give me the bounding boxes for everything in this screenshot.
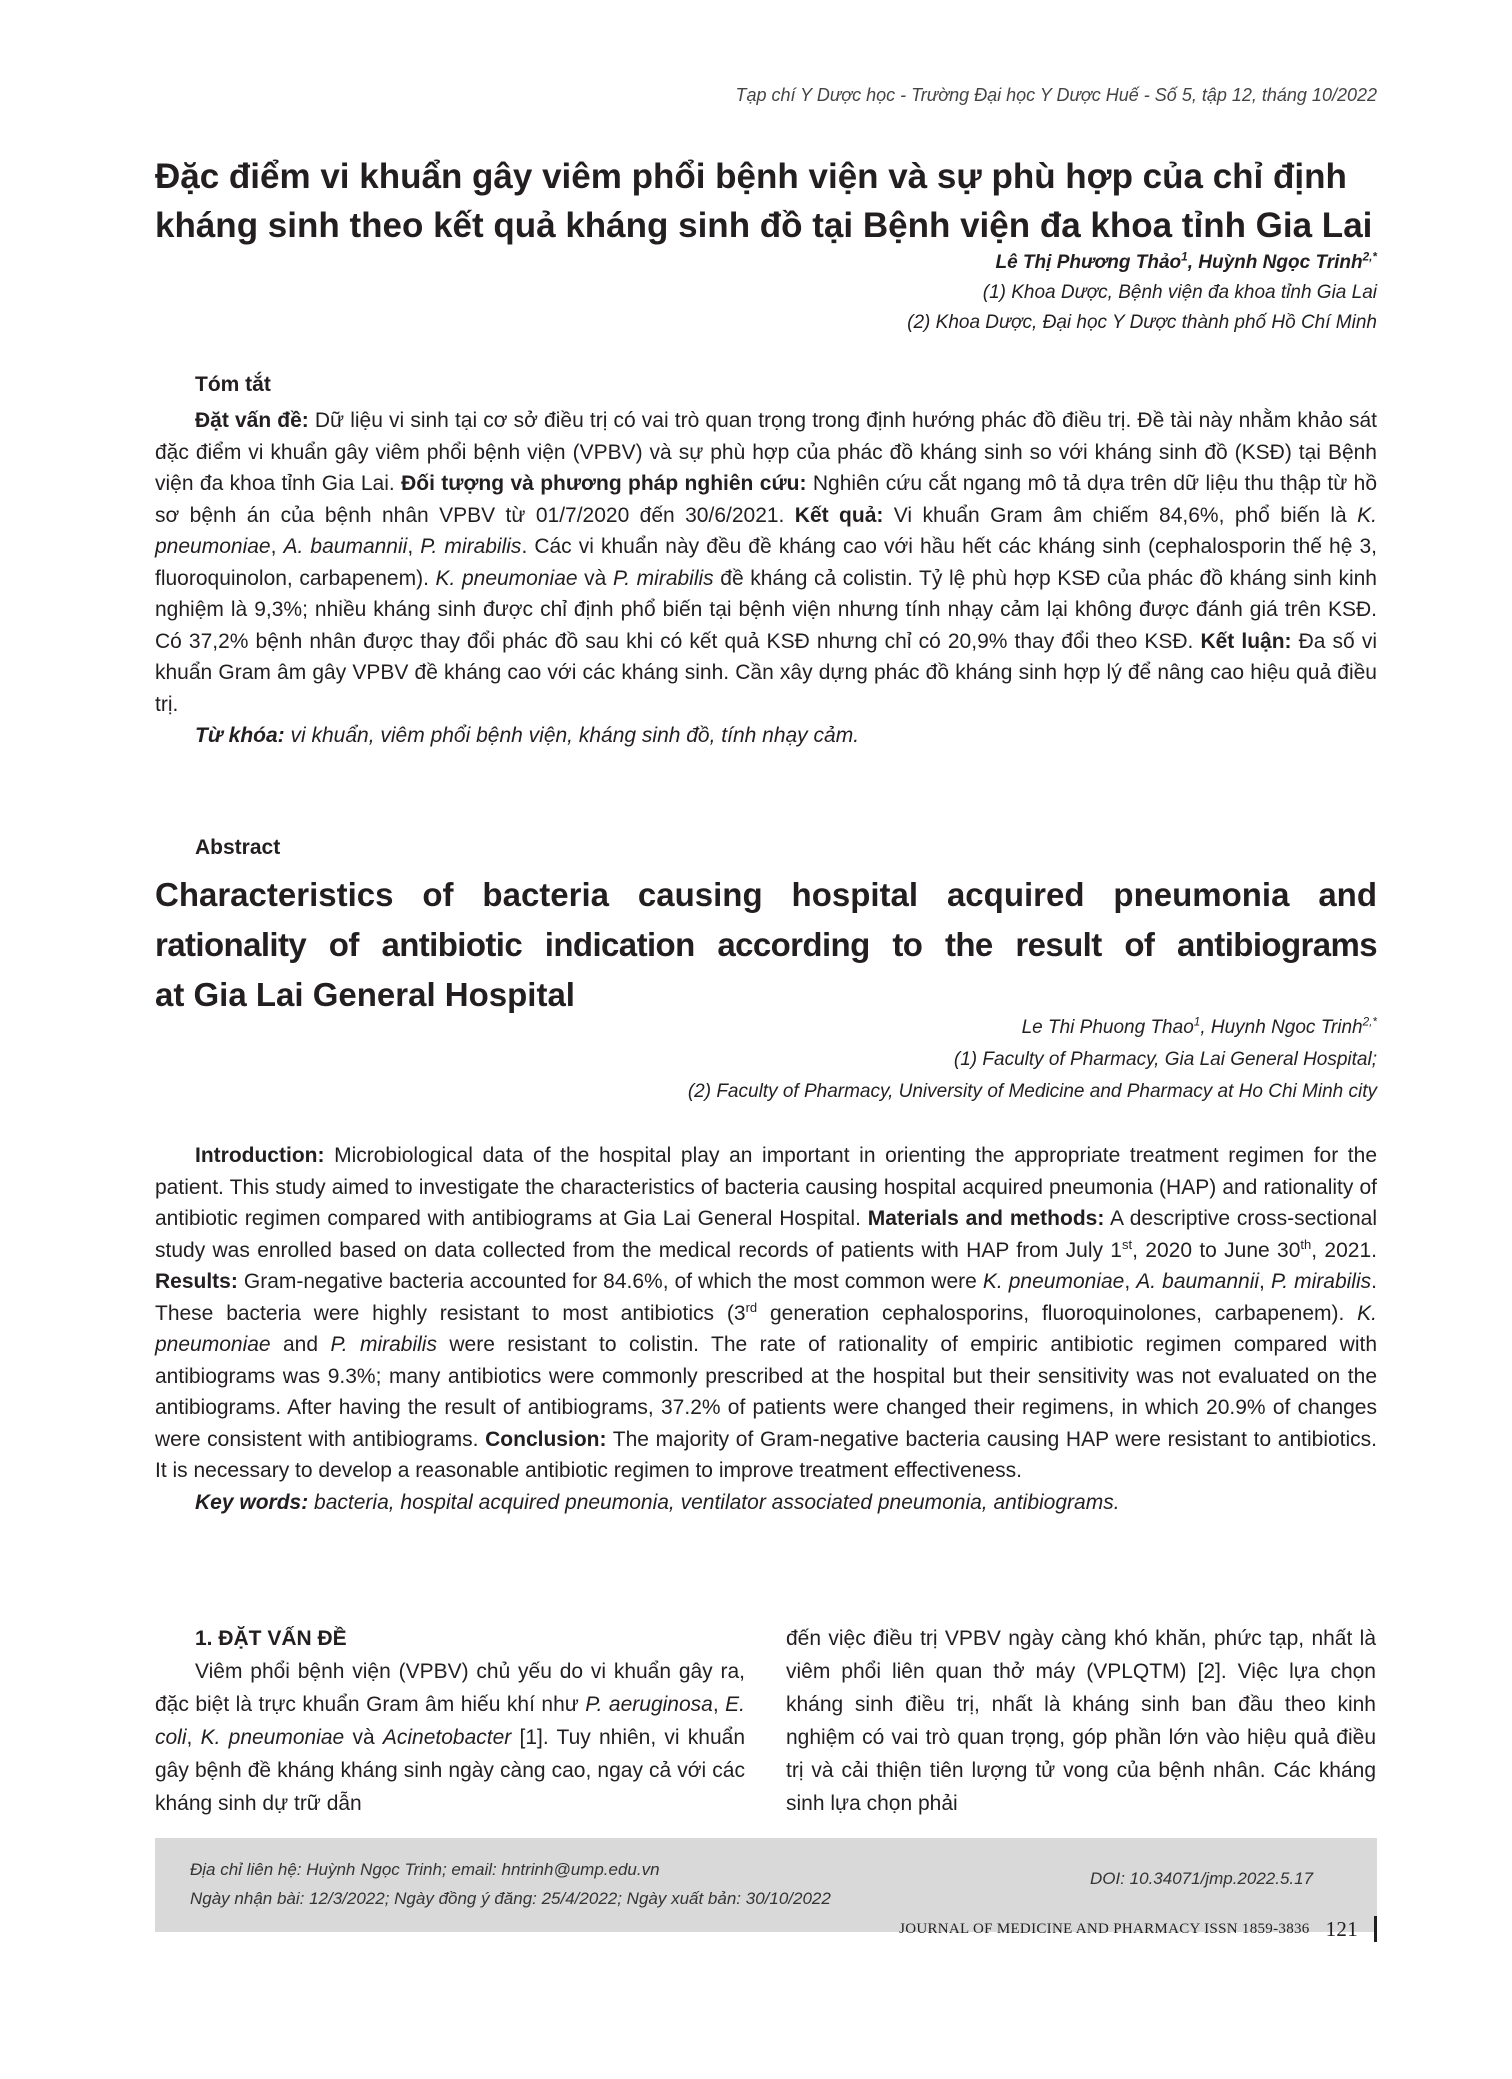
english-authors — [155, 1012, 1377, 1108]
body-column-left — [155, 1622, 745, 1820]
species-name: A. baumannii — [283, 535, 408, 558]
english-abstract — [155, 1140, 1377, 1518]
abstract-text: , 2021. — [1311, 1238, 1377, 1262]
vietnamese-title: Đặc điểm vi khuẩn gây viêm phổi bệnh viện và sự phù hợp của chỉ định kháng sinh theo kết quả kháng sinh đồ tại Bệnh viện đa khoa tỉnh Gia Lai — [155, 157, 1373, 245]
keywords — [155, 1487, 1377, 1519]
label-keywords: Từ khóa: — [195, 724, 285, 747]
abstract-text: , — [407, 535, 421, 558]
body-paragraph — [155, 1655, 745, 1820]
affiliation-marker: 2,* — [1362, 1015, 1377, 1029]
abstract-text: generation cephalosporins, fluoroquinolones, carbapenem). — [757, 1301, 1358, 1325]
title-line: at Gia Lai General Hospital — [155, 976, 575, 1013]
species-name: K. pneumoniae — [435, 566, 578, 590]
journal-name: JOURNAL OF MEDICINE AND PHARMACY ISSN 1859-3836 — [899, 1920, 1310, 1937]
body-text: , — [186, 1726, 201, 1749]
ordinal-suffix: th — [1300, 1236, 1312, 1252]
ordinal-suffix: rd — [745, 1299, 758, 1315]
species-name: K. pneumoniae — [982, 1270, 1125, 1293]
label-conclusion: Conclusion: — [485, 1427, 607, 1451]
species-name: K. pneumoniae — [155, 503, 1377, 558]
author-line — [155, 1012, 1377, 1044]
species-name: Acinetobacter — [382, 1726, 512, 1749]
species-name: E. coli — [155, 1693, 745, 1749]
dates-line: Ngày nhận bài: 12/3/2022; Ngày đồng ý đăng: 25/4/2022; Ngày xuất bản: 30/10/2022 — [190, 1889, 831, 1908]
label-conclusion: Kết luận: — [1200, 629, 1292, 653]
page-number: 121 — [1325, 1916, 1358, 1941]
author-name: Le Thi Phuong Thao — [1021, 1017, 1194, 1038]
label-results: Results: — [155, 1270, 238, 1293]
species-name: K. pneumoniae — [155, 1301, 1378, 1356]
author-separator: , — [1187, 252, 1199, 273]
body-text: Viêm phổi bệnh viện (VPBV) chủ yếu do vi khuẩn gây ra, đặc biệt là trực khuẩn Gram âm hiếu khí như — [155, 1660, 745, 1716]
keywords-text: vi khuẩn, viêm phổi bệnh viện, kháng sinh đồ, tính nhạy cảm. — [284, 724, 860, 747]
abstract-text: Microbiological data of the hospital play an important in orienting the appropriate treatment regimen for the patient. This study aimed to investigate the characteristics of bacteria causing hospital acquired pneumonia (HAP) and rationality of antibiotic regimen compared with antibiograms at Gia Lai General Hospital. — [155, 1144, 1377, 1230]
abstract-text: and — [270, 1333, 331, 1356]
label-introduction: Introduction: — [195, 1144, 325, 1167]
abstract-text: , 2020 to June 30 — [1132, 1238, 1301, 1262]
abstract-text: Vi khuẩn Gram âm chiếm 84,6%, phổ biến là — [883, 503, 1358, 527]
contact-line: Địa chỉ liên hệ: Huỳnh Ngọc Trinh; email: hntrinh@ump.edu.vn — [190, 1860, 660, 1879]
author-separator: , — [1200, 1017, 1211, 1038]
affiliation-marker: 2,* — [1362, 250, 1377, 264]
species-name: A. baumannii — [1136, 1270, 1260, 1293]
abstract-text: Dữ liệu vi sinh tại cơ sở điều trị có vai trò quan trọng trong định hướng phác đồ điều trị. Đề tài này nhằm khảo sát đặc điểm vi khuẩn gây viêm phổi bệnh viện (VPBV) và sự phù hợp của phác đồ kháng sinh so với kháng sinh đồ (KSĐ) tại Bệnh viện đa khoa tỉnh Gia Lai. — [155, 409, 1377, 495]
affiliation-marker: 1 — [1181, 250, 1188, 264]
label-methods: Đối tượng và phương pháp nghiên cứu: — [401, 472, 807, 495]
author-name: Lê Thị Phương Thảo — [995, 252, 1182, 273]
vietnamese-authors — [155, 248, 1377, 338]
author-name: Huynh Ngoc Trinh — [1210, 1017, 1363, 1038]
footer-bar — [1374, 1916, 1377, 1942]
species-name: P. mirabilis — [1270, 1270, 1372, 1293]
abstract-text: , — [1124, 1270, 1137, 1293]
abstract-text: were resistant to colistin. The rate of rationality of empiric antibiotic regimen compared with antibiograms was 9.3%; many antibiotics were commonly prescribed at the hospital but their sensitivity was not evaluated on the antibiograms. After having the result of antibiograms, 37.2% of patients were changed their regimens, in which 20.9% of changes were consistent with antibiograms. — [155, 1333, 1377, 1451]
body-text: [1]. Tuy nhiên, vi khuẩn gây bệnh đề kháng kháng sinh ngày càng cao, ngay cả với các kháng sinh dự trữ dẫn — [155, 1726, 745, 1815]
abstract-text: , — [270, 535, 284, 558]
journal-footer — [899, 1916, 1377, 1942]
label-methods: Materials and methods: — [867, 1207, 1105, 1230]
abstract-text: Gram-negative bacteria accounted for 84.6%, of which the most common were — [237, 1270, 983, 1293]
species-name: P. mirabilis — [420, 535, 522, 558]
abstract-text: , — [1259, 1270, 1271, 1293]
abstract-text: và — [577, 566, 613, 590]
affiliation-2: (2) Faculty of Pharmacy, University of Medicine and Pharmacy at Ho Chi Minh city — [687, 1081, 1377, 1102]
label-background: Đặt vấn đề: — [195, 409, 309, 432]
doi: DOI: 10.34071/jmp.2022.5.17 — [1090, 1869, 1314, 1888]
summary-heading: Tóm tắt — [195, 373, 271, 396]
running-head: Tạp chí Y Dược học - Trường Đại học Y Dược Huế - Số 5, tập 12, tháng 10/2022 — [735, 85, 1377, 105]
species-name: P. aeruginosa — [585, 1693, 713, 1716]
affiliation-1: (1) Khoa Dược, Bệnh viện đa khoa tỉnh Gia Lai — [982, 282, 1377, 303]
keywords — [155, 720, 1377, 752]
abstract-text: . Các vi khuẩn này đều đề kháng cao với hầu hết các kháng sinh (cephalosporin thế hệ 3, fluoroquinolon, carbapenem). — [155, 535, 1377, 590]
species-name: K. pneumoniae — [200, 1726, 345, 1749]
ordinal-suffix: st — [1122, 1236, 1133, 1252]
abstract-text: đề kháng cả colistin. Tỷ lệ phù hợp KSĐ của phác đồ kháng sinh kinh nghiệm là 9,3%; nhiều kháng sinh được chỉ định phổ biến tại bệnh viện nhưng tính nhạy cảm lại không được đánh giá trên KSĐ. Có 37,2% bệnh nhân được thay đổi phác đồ sau khi có kết quả KSĐ nhưng chỉ có 20,9% thay đổi theo KSĐ. — [155, 566, 1377, 653]
keywords-text: bacteria, hospital acquired pneumonia, ventilator associated pneumonia, antibiograms. — [308, 1490, 1120, 1514]
vietnamese-abstract — [155, 405, 1377, 752]
abstract-text: . These bacteria were highly resistant to most antibiotics (3 — [155, 1270, 1377, 1325]
body-paragraph: đến việc điều trị VPBV ngày càng khó khăn, phức tạp, nhất là viêm phổi liên quan thở máy (VPLQTM) [2]. Việc lựa chọn kháng sinh điều trị, nhất là kháng sinh ban đầu theo kinh nghiệm có vai trò quan trọng, góp phần lớn vào hiệu quả điều trị và cải thiện tiên lượng tử vong của bệnh nhân. Các kháng sinh lựa chọn phải — [786, 1627, 1376, 1815]
title-line: Characteristics of bacteria causing hospital acquired pneumonia and — [155, 876, 1377, 913]
affiliation-marker: 1 — [1193, 1015, 1201, 1029]
affiliation-1: (1) Faculty of Pharmacy, Gia Lai General Hospital; — [953, 1049, 1377, 1070]
author-name: Huỳnh Ngọc Trinh — [1198, 252, 1363, 273]
abstract-heading: Abstract — [195, 836, 281, 859]
abstract-text: The majority of Gram-negative bacteria causing HAP were resistant to antibiotics. It is necessary to develop a reasonable antibiotic regimen to improve treatment effectiveness. — [155, 1427, 1378, 1482]
correspondence-info — [190, 1855, 831, 1913]
abstract-paragraph — [155, 405, 1377, 720]
title-line: rationality of antibiotic indication according to the result of antibiograms — [155, 926, 1377, 963]
body-column-right — [786, 1622, 1376, 1820]
abstract-text: Nghiên cứu cắt ngang mô tả dựa trên dữ liệu thu thập từ hồ sơ bệnh án của bệnh nhân VPBV từ 01/7/2020 đến 30/6/2021. — [155, 472, 1377, 527]
affiliation-2: (2) Khoa Dược, Đại học Y Dược thành phố Hồ Chí Minh — [907, 312, 1377, 333]
section-heading: 1. ĐẶT VẤN ĐỀ — [195, 1627, 347, 1650]
species-name: P. mirabilis — [612, 566, 714, 590]
body-text: , — [712, 1693, 726, 1716]
body-text: và — [344, 1726, 383, 1749]
author-line — [155, 248, 1377, 278]
label-keywords: Key words: — [195, 1490, 309, 1514]
abstract-text: A descriptive cross-sectional study was enrolled based on data collected from the medical records of patients with HAP from July 1 — [155, 1207, 1377, 1262]
abstract-text: Đa số vi khuẩn Gram âm gây VPBV đề kháng cao với các kháng sinh. Cần xây dựng phác đồ kháng sinh hợp lý để nâng cao hiệu quả điều trị. — [155, 629, 1377, 716]
english-title — [155, 870, 1377, 1020]
species-name: P. mirabilis — [330, 1333, 437, 1356]
label-results: Kết quả: — [794, 503, 884, 527]
abstract-paragraph — [155, 1140, 1377, 1487]
